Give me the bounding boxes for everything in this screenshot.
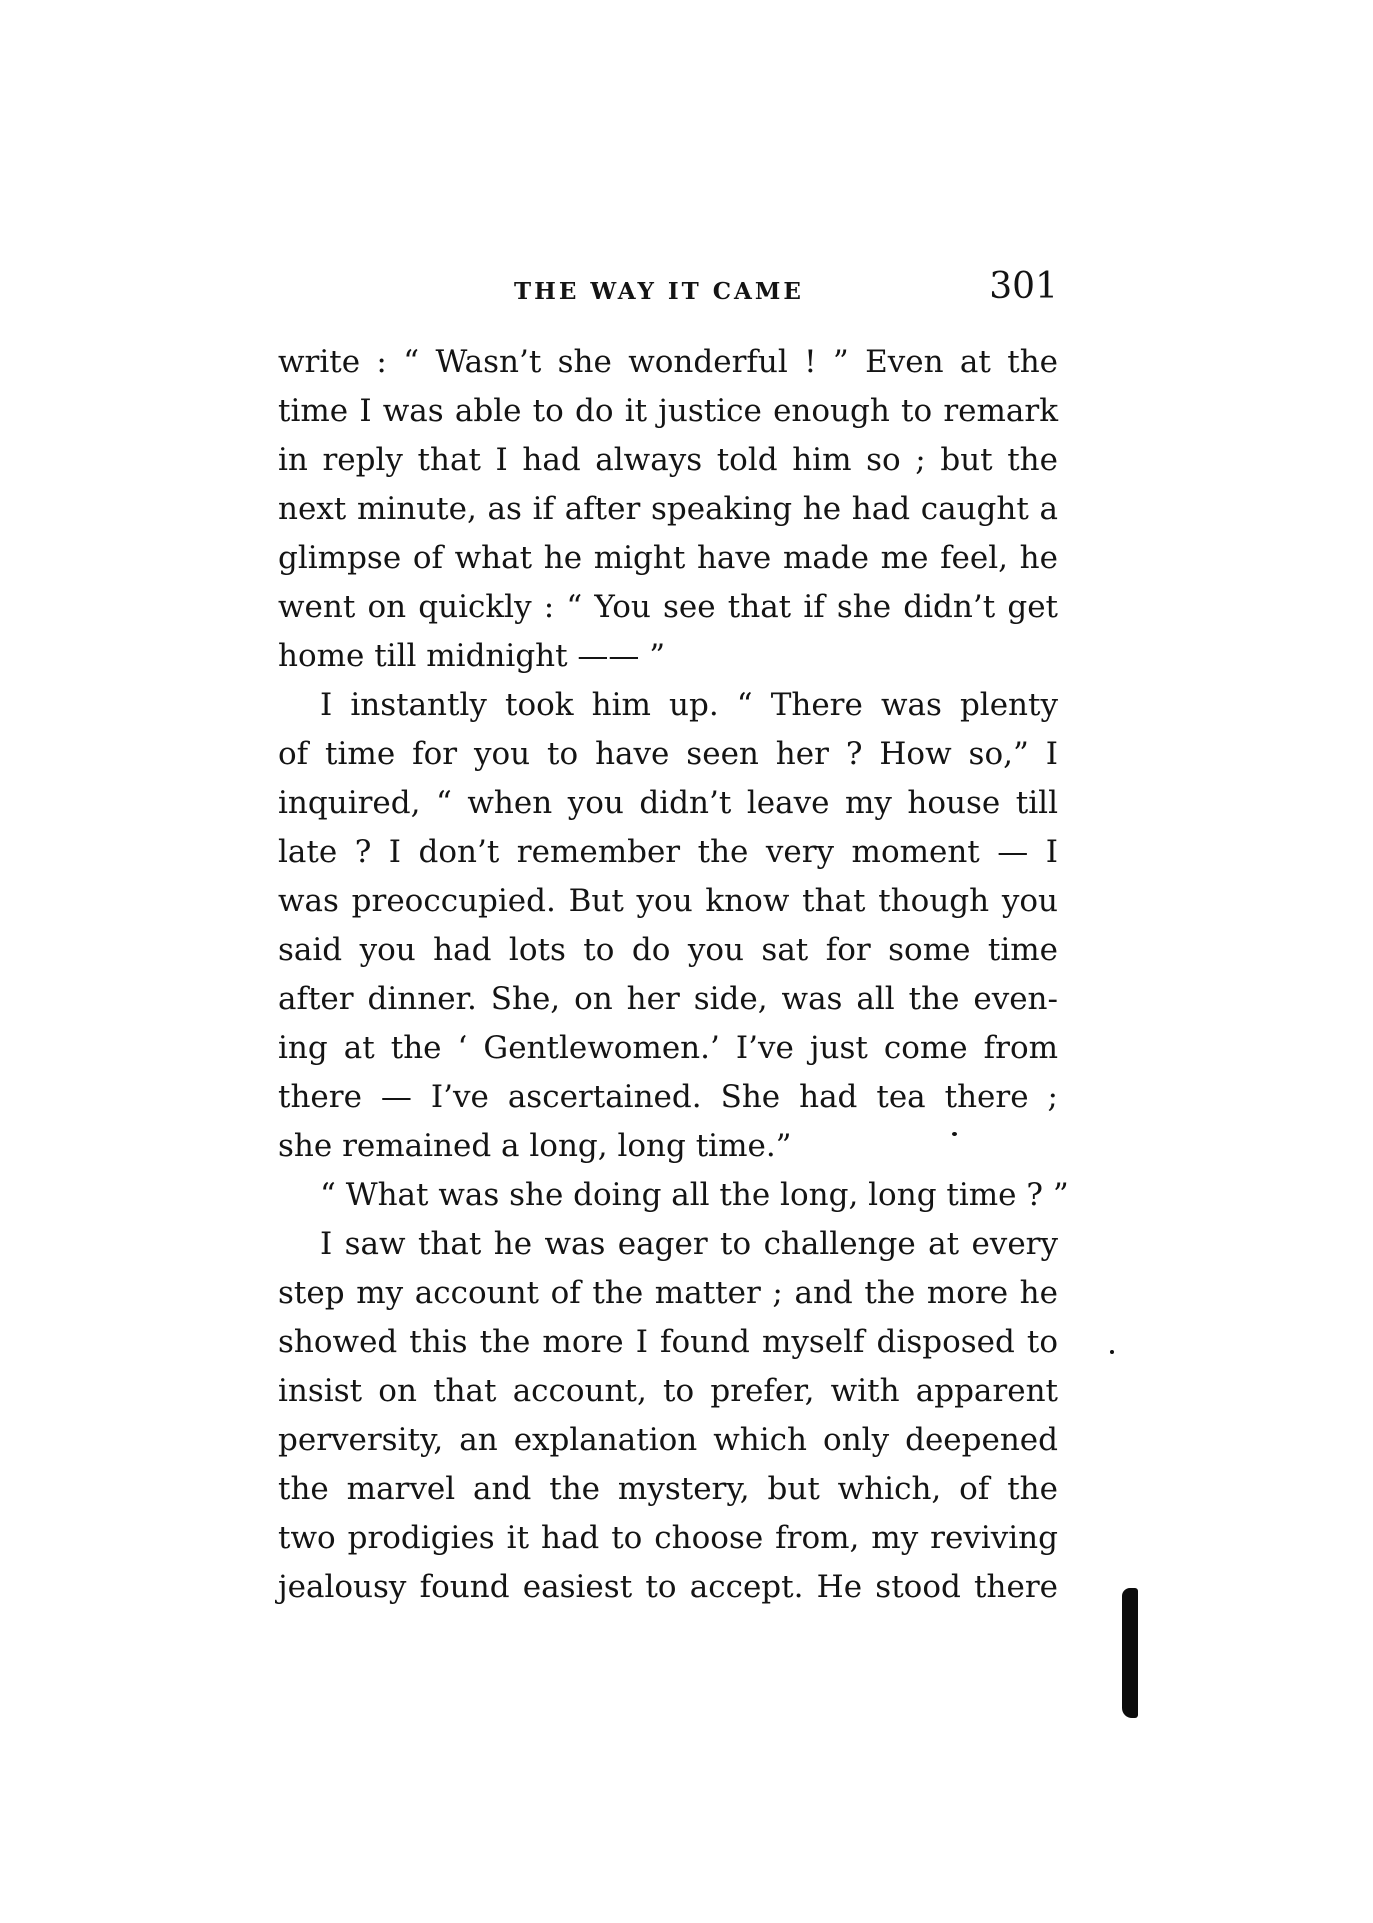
text-line: jealousy found easiest to accept. He stood there xyxy=(278,1569,1058,1605)
page-edge-mark xyxy=(1122,1588,1138,1718)
text-line: there — I’ve ascertained. She had tea there ; xyxy=(278,1079,1058,1115)
ink-speck xyxy=(952,1132,957,1136)
text-line: in reply that I had always told him so ; but the xyxy=(278,442,1058,478)
text-line: ing at the ‘ Gentlewomen.’ I’ve just come from xyxy=(278,1030,1058,1066)
body-text xyxy=(278,338,1069,1612)
text-line: time I was able to do it justice enough to remark xyxy=(278,393,1058,429)
text-line: insist on that account, to prefer, with apparent xyxy=(278,1373,1058,1409)
text-line: late ? I don’t remember the very moment — I xyxy=(278,834,1058,870)
text-line: of time for you to have seen her ? How so,” I xyxy=(278,736,1058,772)
text-line: went on quickly : “ You see that if she didn’t get xyxy=(278,589,1058,625)
text-line: “ What was she doing all the long, long time ? ” xyxy=(320,1177,1069,1213)
text-line: glimpse of what he might have made me feel, he xyxy=(278,540,1058,576)
ink-speck xyxy=(1110,1350,1114,1354)
text-line: write : “ Wasn’t she wonderful ! ” Even at the xyxy=(278,344,1058,380)
text-line: perversity, an explanation which only deepened xyxy=(278,1422,1058,1458)
text-line: said you had lots to do you sat for some time xyxy=(278,932,1058,968)
text-line: inquired, “ when you didn’t leave my house till xyxy=(278,785,1058,821)
text-line: next minute, as if after speaking he had caught a xyxy=(278,491,1058,527)
running-title: THE WAY IT CAME xyxy=(514,278,804,305)
text-line: showed this the more I found myself disposed to xyxy=(278,1324,1058,1360)
text-line: was preoccupied. But you know that though you xyxy=(278,883,1058,919)
running-head xyxy=(278,266,1058,316)
text-line: I instantly took him up. “ There was plenty xyxy=(320,687,1058,723)
text-line: home till midnight —— ” xyxy=(278,638,666,674)
text-line: she remained a long, long time.” xyxy=(278,1128,792,1164)
text-line: two prodigies it had to choose from, my reviving xyxy=(278,1520,1058,1556)
page-number: 301 xyxy=(989,266,1058,307)
text-line: step my account of the matter ; and the more he xyxy=(278,1275,1058,1311)
text-line: I saw that he was eager to challenge at every xyxy=(320,1226,1058,1262)
text-line: after dinner. She, on her side, was all the even- xyxy=(278,981,1058,1017)
text-line: the marvel and the mystery, but which, of the xyxy=(278,1471,1058,1507)
